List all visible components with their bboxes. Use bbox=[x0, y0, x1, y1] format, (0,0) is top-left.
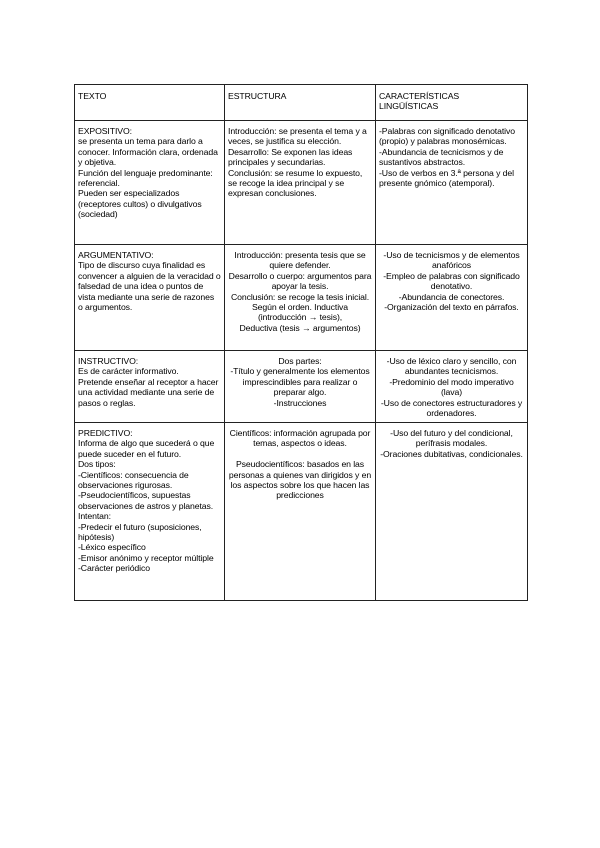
texto-cell-expositivo: EXPOSITIVO: se presenta un tema para darlo a conocer. Información clara, ordenada y objetiva. Función del lenguaje predominante: referencial. Pueden ser especializados (receptores cultos) o divulgativos (sociedad) bbox=[75, 121, 225, 245]
text-types-table bbox=[74, 84, 528, 601]
estructura-cell-instructivo: Dos partes: -Título y generalmente los elementos imprescindibles para realizar o preparar algo. -Instrucciones bbox=[225, 351, 376, 423]
texto-cell-predictivo: PREDICTIVO: Informa de algo que sucederá o que puede suceder en el futuro. Dos tipos: -Científicos: consecuencia de observaciones rigurosas. -Pseudocientíficos, supuestas observaciones de astros y planetas. Intentan: -Predecir el futuro (suposiciones, hipótesis) -Léxico específico -Emisor anónimo y receptor múltiple -Carácter periódico bbox=[75, 423, 225, 601]
caracteristicas-cell-predictivo: -Uso del futuro y del condicional, perífrasis modales. -Oraciones dubitativas, condicionales. bbox=[376, 423, 528, 601]
texto-cell-instructivo: INSTRUCTIVO: Es de carácter informativo. Pretende enseñar al receptor a hacer una actividad mediante una serie de pasos o reglas. bbox=[75, 351, 225, 423]
caracteristicas-cell-instructivo: -Uso de léxico claro y sencillo, con abundantes tecnicismos. -Predominio del modo imperativo (lava) -Uso de conectores estructuradores y ordenadores. bbox=[376, 351, 528, 423]
estructura-cell-argumentativo: Introducción: presenta tesis que se quiere defender. Desarrollo o cuerpo: argumentos para apoyar la tesis. Conclusión: se recoge la tesis inicial. Según el orden. Inductiva (introducción → tesis), Deductiva (tesis → argumentos) bbox=[225, 245, 376, 351]
texto-cell-argumentativo: ARGUMENTATIVO: Tipo de discurso cuya finalidad es convencer a alguien de la veracidad o falsedad de una idea o puntos de vista mediante una serie de razones o argumentos. bbox=[75, 245, 225, 351]
table-row bbox=[75, 351, 528, 423]
estructura-cell-predictivo: Científicos: información agrupada por temas, aspectos o ideas. Pseudocientíficos: basados en las personas a quienes van dirigidos y en los aspectos sobre los que hacen las predicciones bbox=[225, 423, 376, 601]
caracteristicas-cell-argumentativo: -Uso de tecnicismos y de elementos anafóricos -Empleo de palabras con significado denotativo. -Abundancia de conectores. -Organización del texto en párrafos. bbox=[376, 245, 528, 351]
table-row bbox=[75, 245, 528, 351]
caracteristicas-cell-expositivo: -Palabras con significado denotativo (propio) y palabras monosémicas. -Abundancia de tecnicismos y de sustantivos abstractos. -Uso de verbos en 3.ª persona y del presente gnómico (atemporal). bbox=[376, 121, 528, 245]
header-estructura: ESTRUCTURA bbox=[225, 85, 376, 121]
header-caracteristicas: CARACTERÍSTICAS LINGÜÍSTICAS bbox=[376, 85, 528, 121]
table-header-row bbox=[75, 85, 528, 121]
header-texto: TEXTO bbox=[75, 85, 225, 121]
table-row bbox=[75, 423, 528, 601]
estructura-cell-expositivo: Introducción: se presenta el tema y a veces, se justifica su elección. Desarrollo: Se exponen las ideas principales y secundarias. Conclusión: se resume lo expuesto, se recoge la idea principal y se expresan conclusiones. bbox=[225, 121, 376, 245]
table-row bbox=[75, 121, 528, 245]
